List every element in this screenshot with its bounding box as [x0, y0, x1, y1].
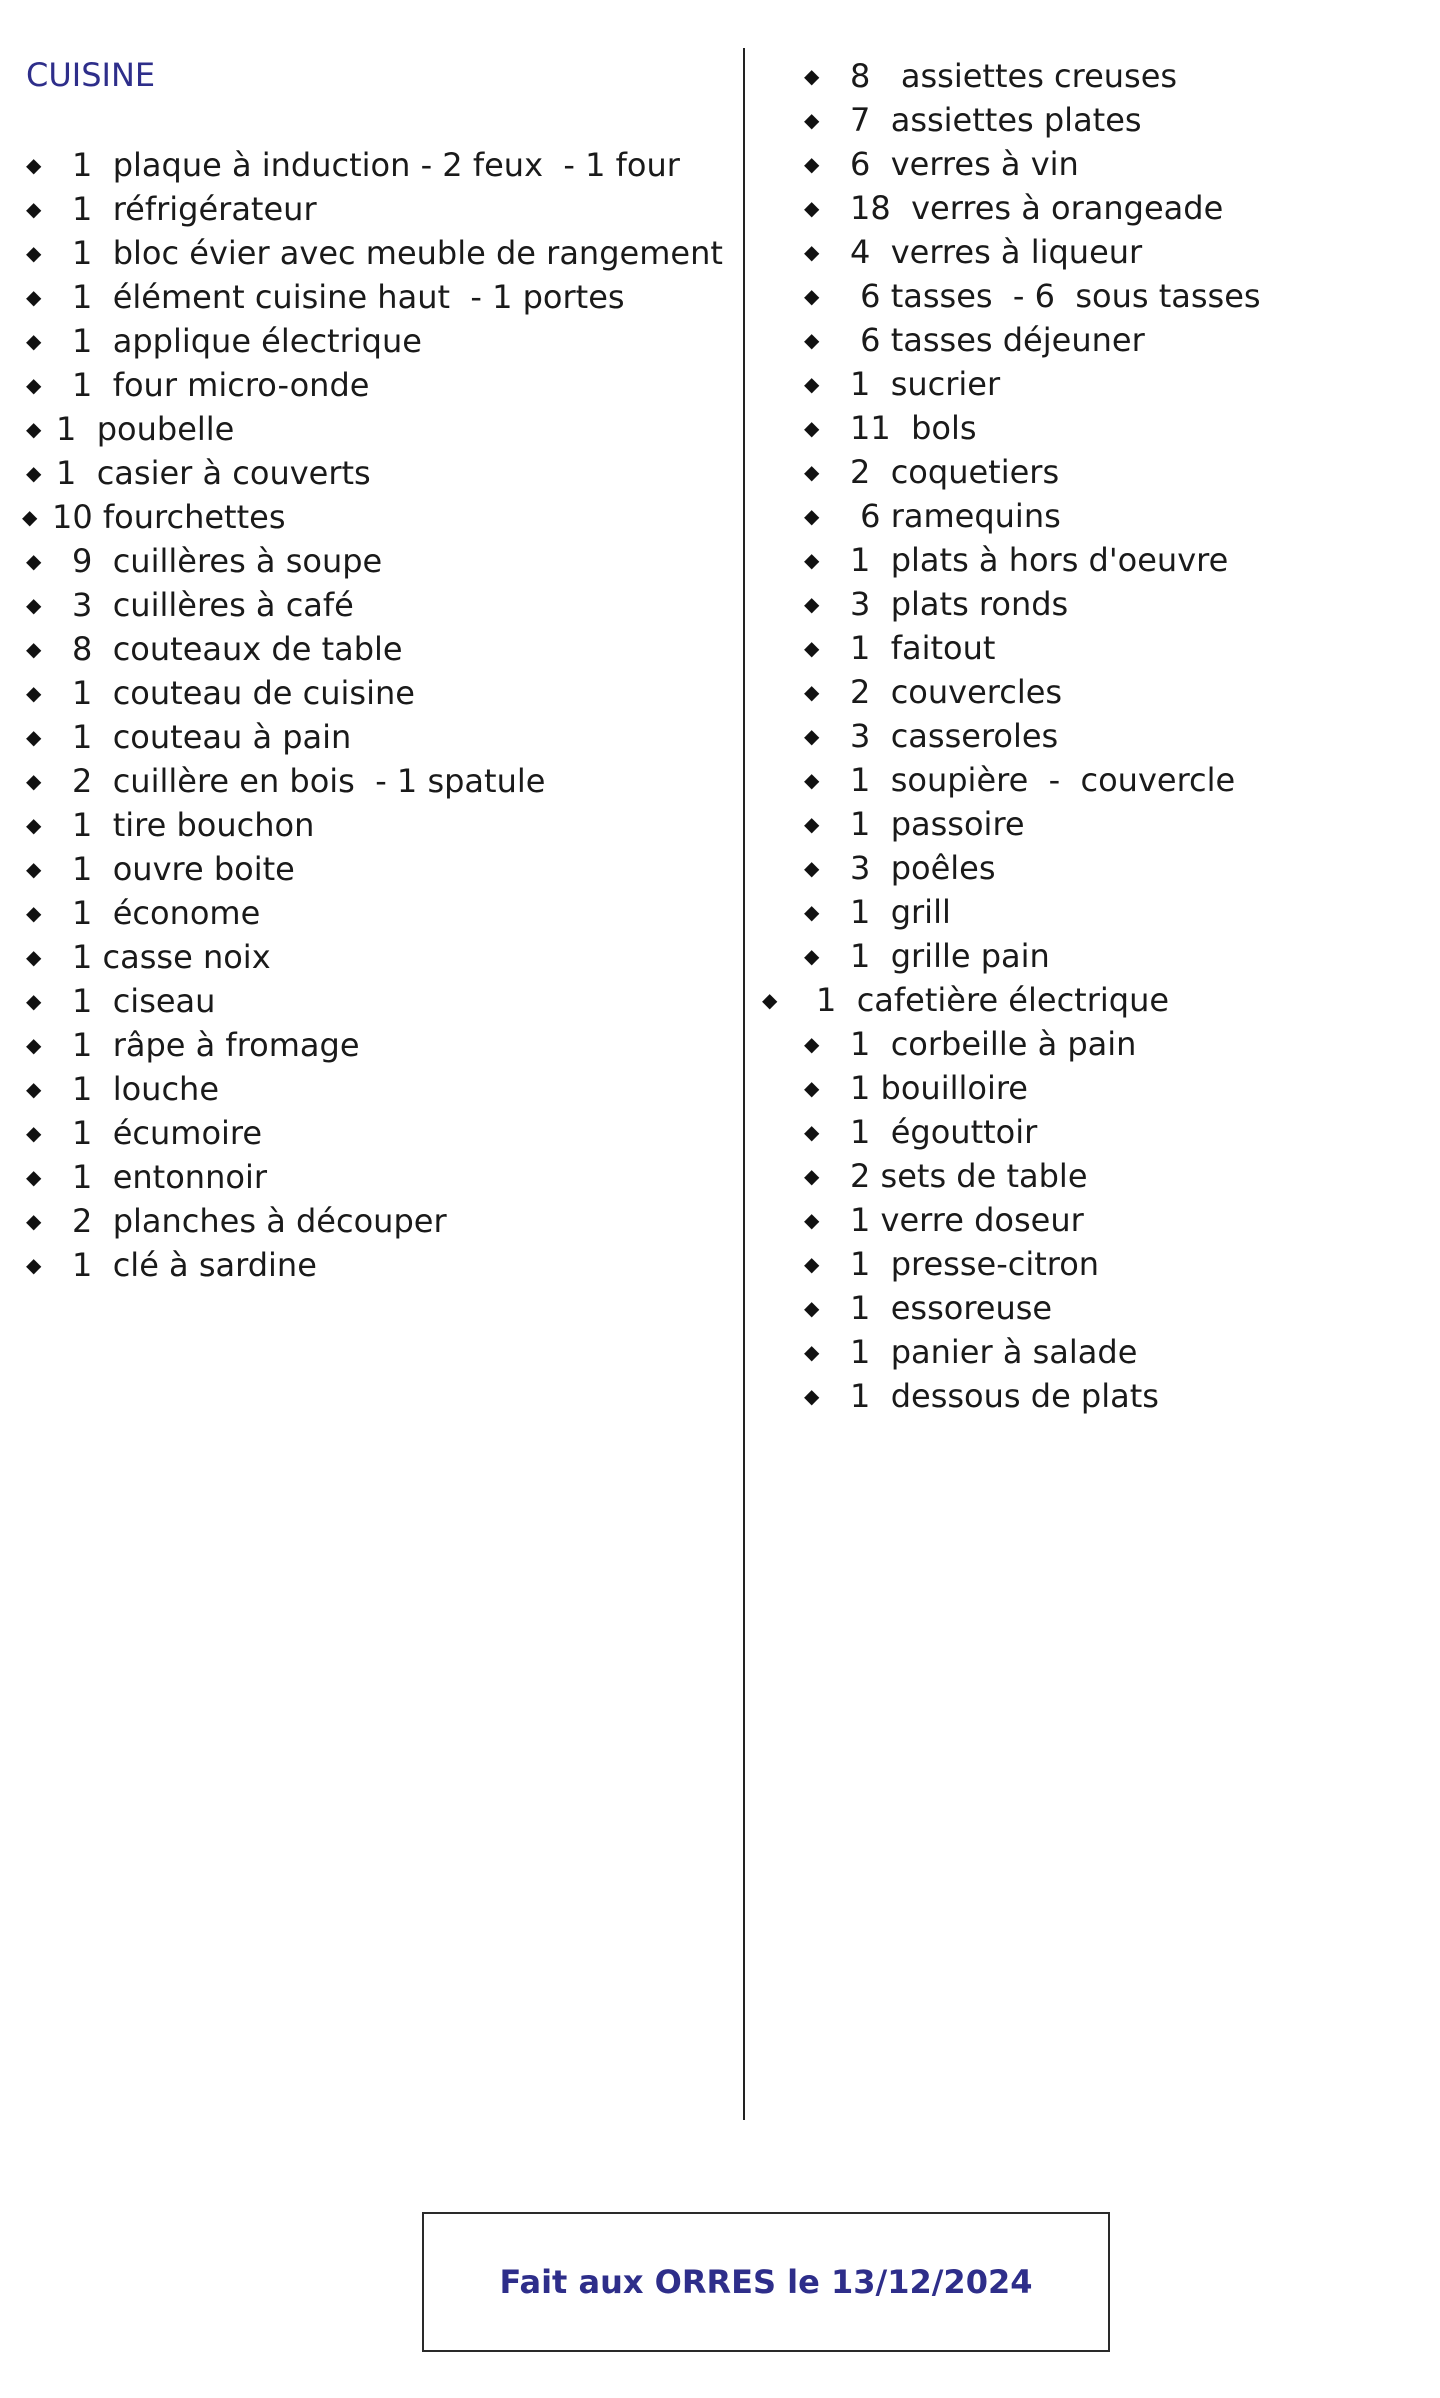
- list-item: [800, 186, 1261, 230]
- diamond-bullet-icon: ◆: [26, 461, 42, 485]
- right-item-list: [762, 54, 1261, 1418]
- list-item: [22, 1067, 723, 1111]
- list-item: [800, 758, 1261, 802]
- diamond-bullet-icon: ◆: [26, 681, 42, 705]
- item-text: 18 verres à orangeade: [850, 189, 1224, 227]
- item-text: 1 casse noix: [72, 938, 271, 976]
- diamond-bullet-icon: ◆: [26, 769, 42, 793]
- item-text: 1 grille pain: [850, 937, 1050, 975]
- item-text: 1 soupière - couvercle: [850, 761, 1236, 799]
- item-text: 1 plats à hors d'oeuvre: [850, 541, 1229, 579]
- item-text: 1 écumoire: [72, 1114, 263, 1152]
- list-item: [800, 890, 1261, 934]
- item-text: 3 cuillères à café: [72, 586, 354, 624]
- item-text: 6 ramequins: [850, 497, 1061, 535]
- diamond-bullet-icon: ◆: [26, 285, 42, 309]
- list-item: [800, 54, 1261, 98]
- diamond-bullet-icon: ◆: [804, 592, 820, 616]
- diamond-bullet-icon: ◆: [804, 372, 820, 396]
- item-text: 1 verre doseur: [850, 1201, 1084, 1239]
- item-text: 3 casseroles: [850, 717, 1059, 755]
- list-item: [800, 626, 1261, 670]
- item-text: 1 passoire: [850, 805, 1025, 843]
- diamond-bullet-icon: ◆: [26, 901, 42, 925]
- item-text: 7 assiettes plates: [850, 101, 1142, 139]
- list-item: [800, 98, 1261, 142]
- item-text: 1 ouvre boite: [72, 850, 295, 888]
- diamond-bullet-icon: ◆: [804, 416, 820, 440]
- list-item: [22, 539, 723, 583]
- diamond-bullet-icon: ◆: [26, 989, 42, 1013]
- diamond-bullet-icon: ◆: [804, 768, 820, 792]
- left-item-list: [22, 143, 723, 1287]
- diamond-bullet-icon: ◆: [26, 1077, 42, 1101]
- item-text: 1 applique électrique: [72, 322, 422, 360]
- list-item: [22, 363, 723, 407]
- diamond-bullet-icon: ◆: [762, 988, 778, 1012]
- item-text: 1 bloc évier avec meuble de rangement: [72, 234, 723, 272]
- item-text: 1 entonnoir: [72, 1158, 267, 1196]
- diamond-bullet-icon: ◆: [26, 857, 42, 881]
- diamond-bullet-icon: ◆: [804, 856, 820, 880]
- list-item: [22, 231, 723, 275]
- signature-box: [422, 2212, 1110, 2352]
- item-text: 1 tire bouchon: [72, 806, 315, 844]
- list-item: [800, 934, 1261, 978]
- diamond-bullet-icon: ◆: [804, 680, 820, 704]
- item-text: 6 tasses - 6 sous tasses: [850, 277, 1261, 315]
- list-item: [800, 274, 1261, 318]
- diamond-bullet-icon: ◆: [26, 373, 42, 397]
- diamond-bullet-icon: ◆: [804, 636, 820, 660]
- list-item: [22, 275, 723, 319]
- list-item: [800, 1154, 1261, 1198]
- list-item: [22, 1199, 723, 1243]
- item-text: 8 couteaux de table: [72, 630, 403, 668]
- diamond-bullet-icon: ◆: [26, 241, 42, 265]
- list-item: [800, 494, 1261, 538]
- item-text: 1 couteau à pain: [72, 718, 352, 756]
- list-item: [800, 670, 1261, 714]
- diamond-bullet-icon: ◆: [804, 240, 820, 264]
- list-item: [800, 362, 1261, 406]
- list-item: [800, 1022, 1261, 1066]
- list-item: [22, 451, 723, 495]
- item-text: 1 corbeille à pain: [850, 1025, 1137, 1063]
- diamond-bullet-icon: ◆: [804, 504, 820, 528]
- diamond-bullet-icon: ◆: [804, 328, 820, 352]
- list-item: [800, 1198, 1261, 1242]
- list-item: [22, 407, 723, 451]
- diamond-bullet-icon: ◆: [804, 1032, 820, 1056]
- item-text: 1 plaque à induction - 2 feux - 1 four: [72, 146, 680, 184]
- list-item: [22, 495, 723, 539]
- diamond-bullet-icon: ◆: [804, 1340, 820, 1364]
- diamond-bullet-icon: ◆: [26, 637, 42, 661]
- item-text: 1 casier à couverts: [56, 454, 371, 492]
- item-text: 2 planches à découper: [72, 1202, 447, 1240]
- list-item: [800, 1330, 1261, 1374]
- list-item: [22, 803, 723, 847]
- diamond-bullet-icon: ◆: [22, 505, 38, 529]
- list-item: [800, 142, 1261, 186]
- item-text: 3 plats ronds: [850, 585, 1069, 623]
- item-text: 2 couvercles: [850, 673, 1063, 711]
- list-item: [800, 582, 1261, 626]
- item-text: 1 économe: [72, 894, 261, 932]
- item-text: 3 poêles: [850, 849, 996, 887]
- diamond-bullet-icon: ◆: [804, 284, 820, 308]
- item-text: 2 cuillère en bois - 1 spatule: [72, 762, 546, 800]
- list-item: [22, 583, 723, 627]
- item-text: 1 faitout: [850, 629, 996, 667]
- diamond-bullet-icon: ◆: [26, 593, 42, 617]
- list-item: [22, 1111, 723, 1155]
- diamond-bullet-icon: ◆: [804, 1208, 820, 1232]
- list-item: [22, 891, 723, 935]
- diamond-bullet-icon: ◆: [26, 1165, 42, 1189]
- list-item: [22, 319, 723, 363]
- list-item: [22, 1243, 723, 1287]
- item-text: 1 bouilloire: [850, 1069, 1028, 1107]
- list-item: [800, 318, 1261, 362]
- diamond-bullet-icon: ◆: [804, 1296, 820, 1320]
- item-text: 1 élément cuisine haut - 1 portes: [72, 278, 625, 316]
- list-item: [800, 1286, 1261, 1330]
- diamond-bullet-icon: ◆: [26, 417, 42, 441]
- diamond-bullet-icon: ◆: [804, 64, 820, 88]
- item-text: 1 grill: [850, 893, 951, 931]
- list-item: [800, 1374, 1261, 1418]
- diamond-bullet-icon: ◆: [804, 1076, 820, 1100]
- diamond-bullet-icon: ◆: [26, 153, 42, 177]
- item-text: 1 four micro-onde: [72, 366, 370, 404]
- page-title: CUISINE: [26, 56, 156, 94]
- diamond-bullet-icon: ◆: [26, 1253, 42, 1277]
- item-text: 1 presse-citron: [850, 1245, 1100, 1283]
- diamond-bullet-icon: ◆: [804, 152, 820, 176]
- list-item: [22, 627, 723, 671]
- list-item: [22, 671, 723, 715]
- footer-date-text: Fait aux ORRES le 13/12/2024: [499, 2263, 1033, 2301]
- diamond-bullet-icon: ◆: [26, 725, 42, 749]
- list-item: [758, 978, 1261, 1022]
- list-item: [800, 450, 1261, 494]
- item-text: 6 verres à vin: [850, 145, 1079, 183]
- list-item: [22, 847, 723, 891]
- diamond-bullet-icon: ◆: [26, 813, 42, 837]
- item-text: 1 ciseau: [72, 982, 216, 1020]
- item-text: 1 clé à sardine: [72, 1246, 317, 1284]
- item-text: 1 réfrigérateur: [72, 190, 317, 228]
- diamond-bullet-icon: ◆: [26, 1121, 42, 1145]
- diamond-bullet-icon: ◆: [26, 1209, 42, 1233]
- item-text: 1 louche: [72, 1070, 220, 1108]
- item-text: 1 poubelle: [56, 410, 235, 448]
- item-text: 2 coquetiers: [850, 453, 1060, 491]
- list-item: [22, 759, 723, 803]
- list-item: [800, 846, 1261, 890]
- list-item: [22, 935, 723, 979]
- list-item: [22, 979, 723, 1023]
- item-text: 8 assiettes creuses: [850, 57, 1178, 95]
- item-text: 1 dessous de plats: [850, 1377, 1159, 1415]
- diamond-bullet-icon: ◆: [804, 460, 820, 484]
- item-text: 4 verres à liqueur: [850, 233, 1143, 271]
- list-item: [22, 143, 723, 187]
- list-item: [22, 1155, 723, 1199]
- list-item: [800, 230, 1261, 274]
- list-item: [800, 406, 1261, 450]
- item-text: 1 égouttoir: [850, 1113, 1038, 1151]
- list-item: [22, 715, 723, 759]
- list-item: [800, 1242, 1261, 1286]
- diamond-bullet-icon: ◆: [804, 900, 820, 924]
- diamond-bullet-icon: ◆: [804, 196, 820, 220]
- list-item: [22, 1023, 723, 1067]
- diamond-bullet-icon: ◆: [804, 1164, 820, 1188]
- diamond-bullet-icon: ◆: [26, 945, 42, 969]
- item-text: 1 essoreuse: [850, 1289, 1053, 1327]
- diamond-bullet-icon: ◆: [804, 724, 820, 748]
- list-item: [22, 187, 723, 231]
- list-item: [800, 1066, 1261, 1110]
- diamond-bullet-icon: ◆: [804, 548, 820, 572]
- item-text: 10 fourchettes: [52, 498, 286, 536]
- list-item: [800, 1110, 1261, 1154]
- diamond-bullet-icon: ◆: [26, 549, 42, 573]
- item-text: 6 tasses déjeuner: [850, 321, 1145, 359]
- diamond-bullet-icon: ◆: [804, 812, 820, 836]
- item-text: 1 sucrier: [850, 365, 1001, 403]
- diamond-bullet-icon: ◆: [804, 1252, 820, 1276]
- diamond-bullet-icon: ◆: [26, 329, 42, 353]
- column-divider: [743, 48, 745, 2120]
- item-text: 1 cafetière électrique: [816, 981, 1170, 1019]
- item-text: 1 panier à salade: [850, 1333, 1138, 1371]
- item-text: 1 couteau de cuisine: [72, 674, 415, 712]
- list-item: [800, 802, 1261, 846]
- diamond-bullet-icon: ◆: [804, 1120, 820, 1144]
- item-text: 9 cuillères à soupe: [72, 542, 383, 580]
- diamond-bullet-icon: ◆: [804, 1384, 820, 1408]
- diamond-bullet-icon: ◆: [804, 108, 820, 132]
- diamond-bullet-icon: ◆: [26, 197, 42, 221]
- item-text: 11 bols: [850, 409, 977, 447]
- diamond-bullet-icon: ◆: [804, 944, 820, 968]
- list-item: [800, 714, 1261, 758]
- item-text: 2 sets de table: [850, 1157, 1088, 1195]
- list-item: [800, 538, 1261, 582]
- item-text: 1 râpe à fromage: [72, 1026, 360, 1064]
- diamond-bullet-icon: ◆: [26, 1033, 42, 1057]
